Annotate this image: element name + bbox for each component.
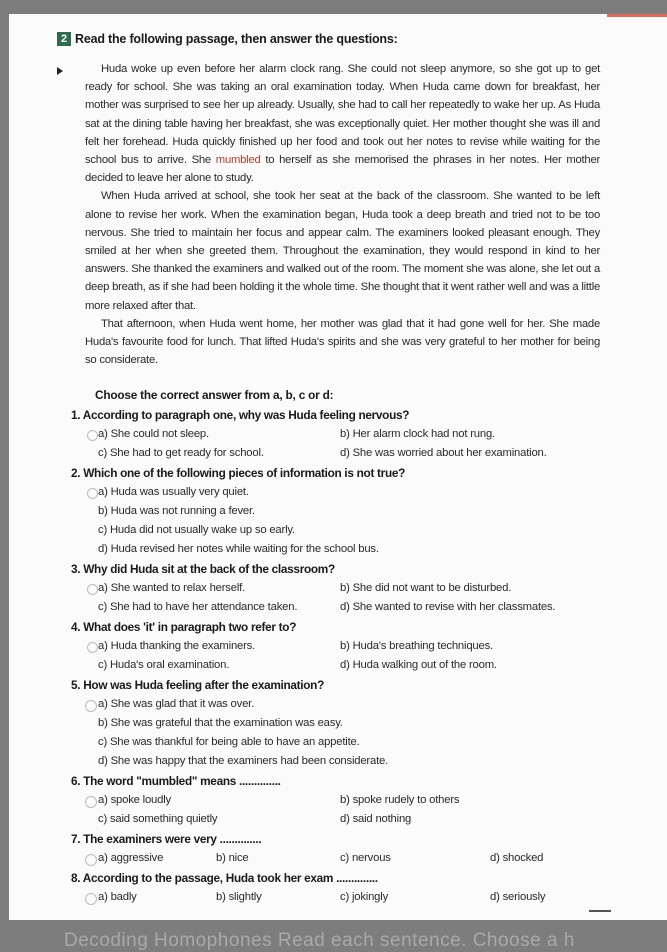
option-1d[interactable]: d) She was worried about her examination. [340,447,547,459]
option-1b[interactable]: b) Her alarm clock had not rung. [340,428,495,440]
answer-circle[interactable] [85,893,97,905]
question-4: 4. What does 'it' in paragraph two refer to? [71,620,297,634]
option-8b[interactable]: b) slightly [216,891,262,903]
answer-circle[interactable] [85,796,97,808]
question-7: 7. The examiners were very .............. [71,832,262,846]
option-1a[interactable]: a) She could not sleep. [98,428,209,440]
option-2c[interactable]: c) Huda did not usually wake up so early. [98,524,295,536]
option-2b[interactable]: b) Huda was not running a fever. [98,505,255,517]
answer-circle[interactable] [87,584,98,595]
next-page-heading: Decoding Homophones Read each sentence. Choose a h [64,930,575,951]
option-6b[interactable]: b) spoke rudely to others [340,794,460,806]
option-8c[interactable]: c) jokingly [340,891,389,903]
option-8d[interactable]: d) seriously [490,891,546,903]
option-1c[interactable]: c) She had to get ready for school. [98,447,264,459]
reading-passage [85,60,600,369]
option-3c[interactable]: c) She had to have her attendance taken. [98,601,298,613]
section-number: 2 [57,32,71,46]
option-3b[interactable]: b) She did not want to be disturbed. [340,582,512,594]
question-1: 1. According to paragraph one, why was Huda feeling nervous? [71,408,410,422]
option-5d[interactable]: d) She was happy that the examiners had been considerate. [98,755,389,767]
option-4b[interactable]: b) Huda's breathing techniques. [340,640,493,652]
option-4a[interactable]: a) Huda thanking the examiners. [98,640,256,652]
answer-circle[interactable] [87,430,98,441]
question-6: 6. The word "mumbled" means .............. [71,774,281,788]
page-number-mark [589,910,611,920]
option-5b[interactable]: b) She was grateful that the examination was easy. [98,717,343,729]
option-6d[interactable]: d) said nothing [340,813,412,825]
question-2: 2. Which one of the following pieces of information is not true? [71,466,406,480]
option-5a[interactable]: a) She was glad that it was over. [98,698,255,710]
option-3d[interactable]: d) She wanted to revise with her classmates. [340,601,556,613]
question-3: 3. Why did Huda sit at the back of the classroom? [71,562,335,576]
top-accent-line [607,14,667,17]
answer-circle[interactable] [85,700,97,712]
option-7a[interactable]: a) aggressive [98,852,164,864]
option-2a[interactable]: a) Huda was usually very quiet. [98,486,249,498]
option-6c[interactable]: c) said something quietly [98,813,218,825]
option-7d[interactable]: d) shocked [490,852,544,864]
option-4c[interactable]: c) Huda's oral examination. [98,659,230,671]
instruction: Choose the correct answer from a, b, c or d: [95,388,334,402]
section-title: Read the following passage, then answer the questions: [75,32,398,46]
option-6a[interactable]: a) spoke loudly [98,794,171,806]
passage-paragraph-2: When Huda arrived at school, she took her seat at the back of the classroom. She wanted to be left alone to revise her work. When the examination began, Huda took a deep breath and tried not to be too nervous. She tried to maintain her focus and appear calm. The examiners looked pleasant enough. They smiled at her when she greeted them. Throughout the examination, they would respond in kind to her answers. She thanked the examiners and walked out of the room. The moment she was alone, she let out a deep breath, as if she had been holding it the whole time. She thought that it went rather well and was a little more relaxed after that. [85,190,600,312]
arrow-icon [57,67,63,75]
option-5c[interactable]: c) She was thankful for being able to have an appetite. [98,736,360,748]
option-7c[interactable]: c) nervous [340,852,391,864]
option-4d[interactable]: d) Huda walking out of the room. [340,659,497,671]
answer-circle[interactable] [87,488,98,499]
passage-paragraph-3: That afternoon, when Huda went home, her mother was glad that it had gone well for her. She made Huda's favourite food for lunch. That lifted Huda's spirits and she was very grateful to her mother for being so considerate. [85,317,600,367]
worksheet-page [9,14,667,920]
highlighted-word: mumbled [215,154,261,167]
option-2d[interactable]: d) Huda revised her notes while waiting for the school bus. [98,543,379,555]
answer-circle[interactable] [87,642,98,653]
question-5: 5. How was Huda feeling after the examination? [71,678,324,692]
section-header [57,32,398,46]
question-8: 8. According to the passage, Huda took her exam .............. [71,871,378,885]
answer-circle[interactable] [85,854,97,866]
option-3a[interactable]: a) She wanted to relax herself. [98,582,246,594]
option-7b[interactable]: b) nice [216,852,249,864]
passage-paragraph-1: Huda woke up even before her alarm clock rang. She could not sleep anymore, so she got up to get ready for school. She was taking an oral examination today. When Huda came down for breakfast, her mother was surprised to see her up already. Usually, she had to call her repeatedly to wake her up. As Huda sat at the dining table having her breakfast, she was exceptionally quiet. Her mother thought she was ill and felt her forehead. Huda quickly finished up her food and took out her notes to revise while waiting for the school bus to arrive. She mumbled to herself as she memorised the phrases in her notes. Her mother decided to leave her alone to study. [85,63,600,185]
option-8a[interactable]: a) badly [98,891,137,903]
